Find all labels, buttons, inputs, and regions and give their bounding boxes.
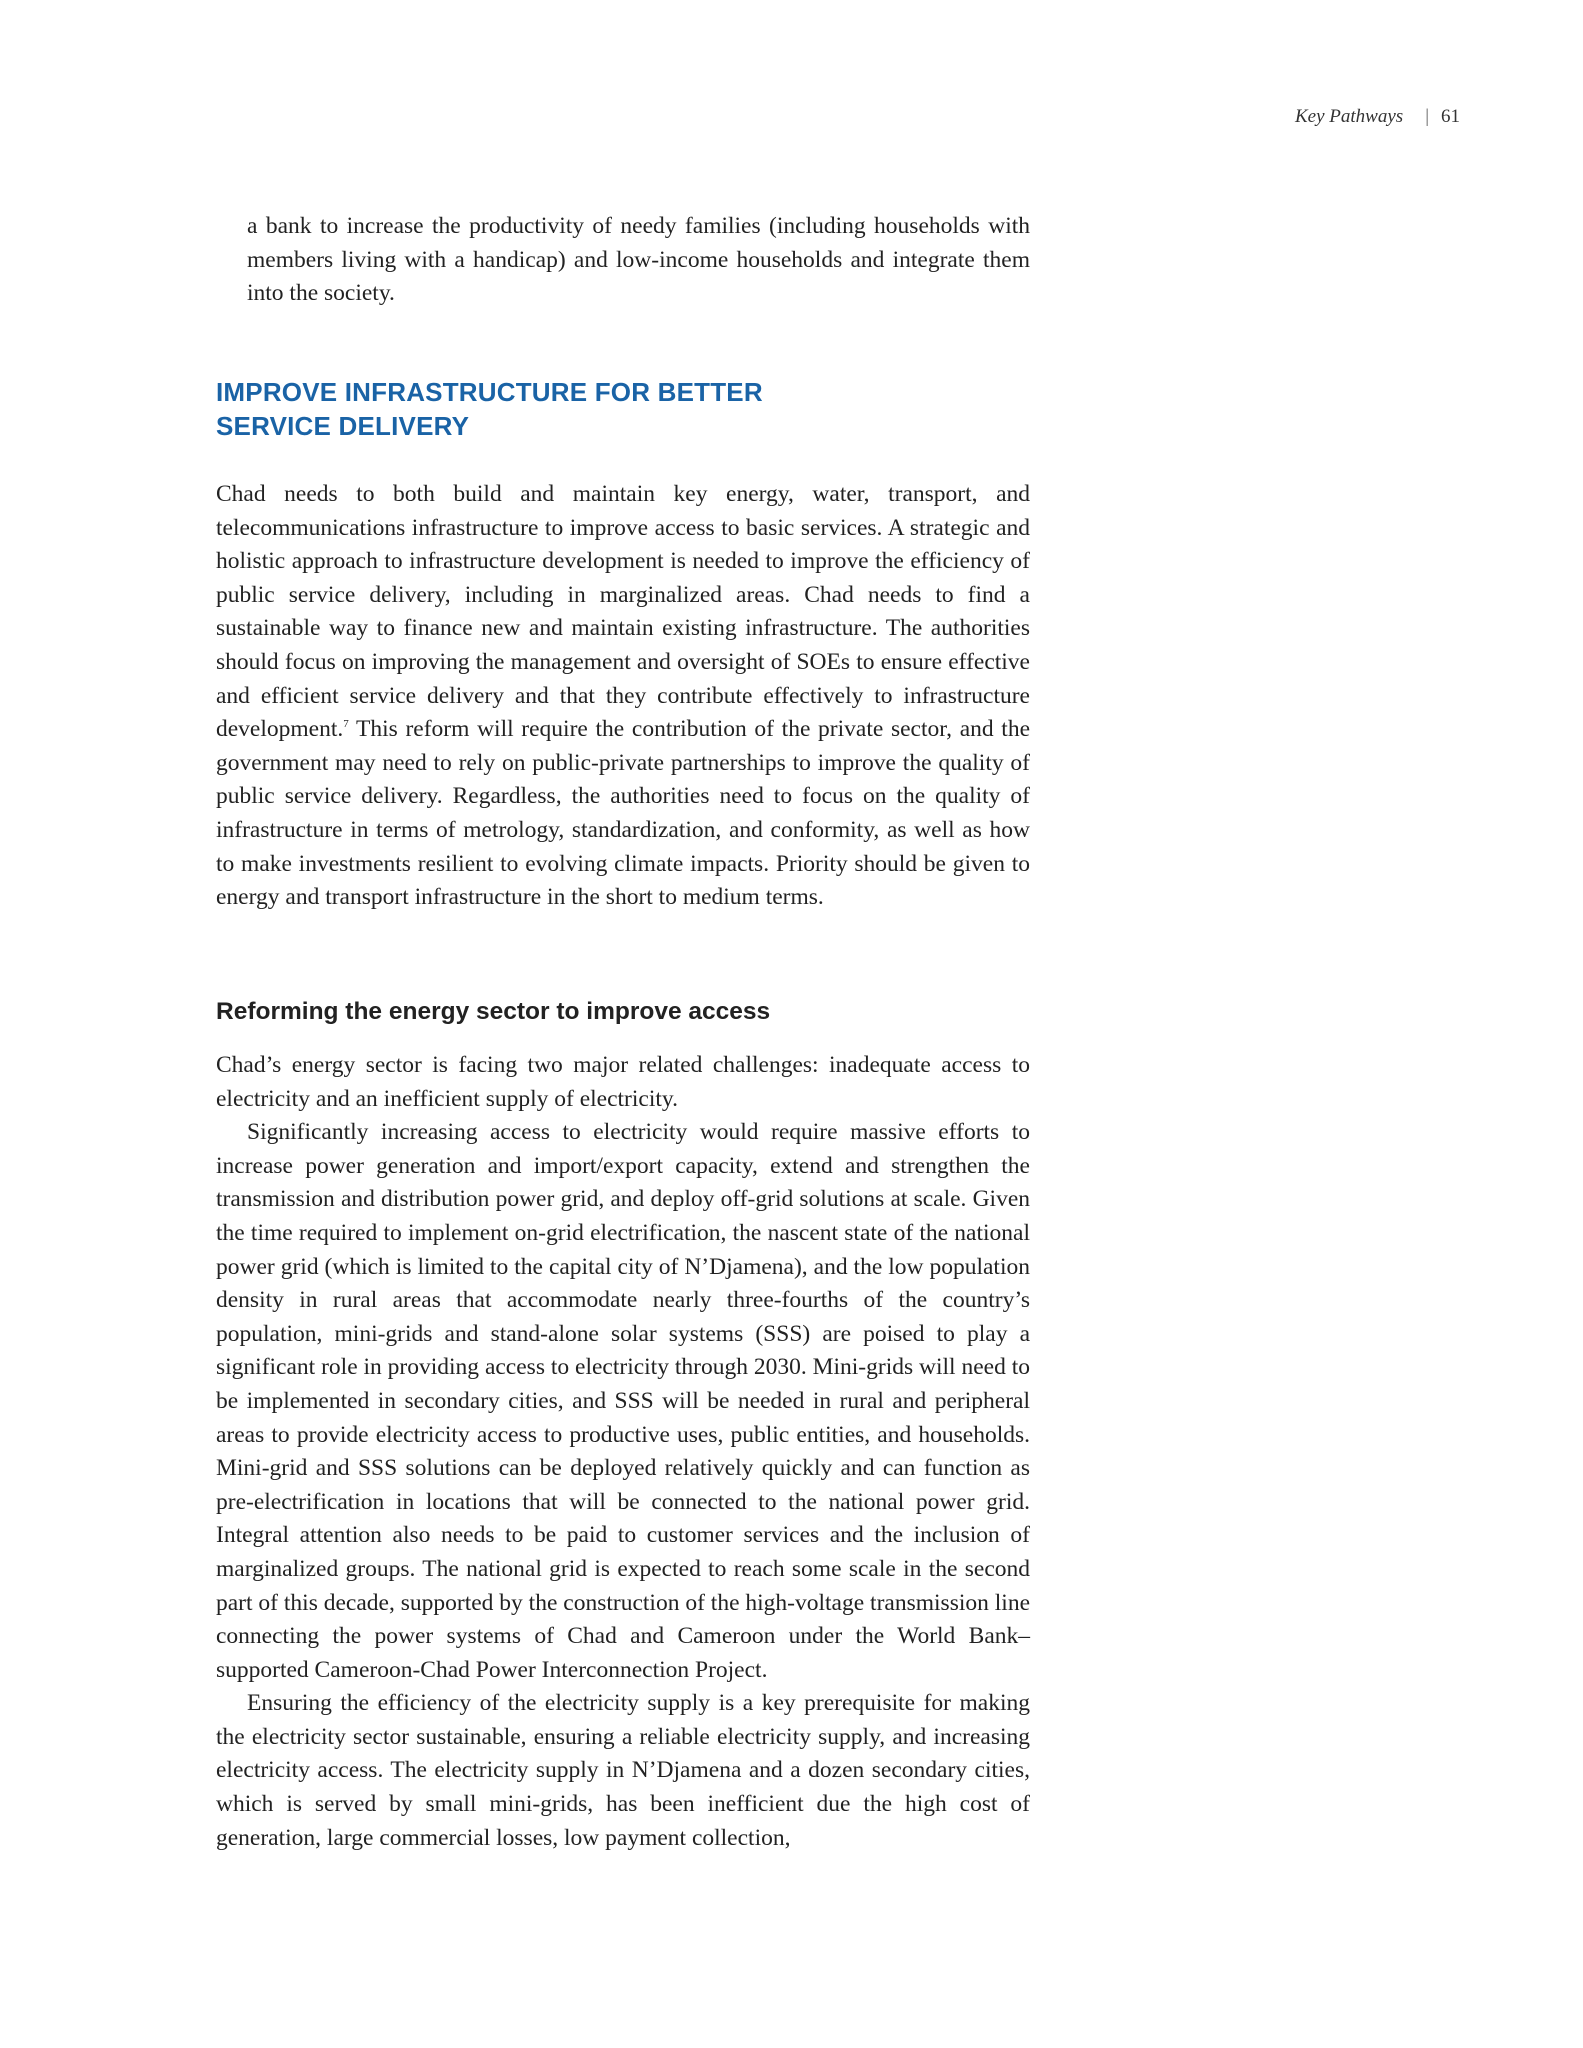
continuation-paragraph: a bank to increase the productivity of needy families (including households with members living with a handicap) and low-income households and integrate them into the society. — [247, 213, 1030, 307]
subsection-heading: Reforming the energy sector to improve access — [216, 998, 771, 1025]
page-number: 61 — [1441, 106, 1460, 127]
section-heading-line-2: SERVICE DELIVERY — [216, 411, 470, 441]
intro-paragraph — [216, 478, 1030, 915]
section-heading-line-1: IMPROVE INFRASTRUCTURE FOR BETTER — [216, 377, 763, 407]
intro-paragraph-continuation: This reform will require the contribution of the private sector, and the government may need to rely on public-private partnerships to improve the quality of public service delivery. Regardless, the authorities need to focus on the quality of infrastructure in terms of metrology, standardization, and conformity, as well as how to make investments resilient to evolving climate impacts. Priority should be given to energy and transport infrastructure in the short to medium terms. — [216, 716, 1030, 911]
section-heading — [216, 375, 1016, 443]
running-head-separator: | — [1425, 106, 1429, 127]
endnote-marker[interactable]: 7 — [343, 718, 349, 731]
energy-paragraph-1: Chad’s energy sector is facing two major related challenges: inadequate access to electricity and an inefficient supply of electricity. — [216, 1052, 1030, 1112]
energy-paragraph-2: Significantly increasing access to electricity would require massive efforts to increase power generation and import/export capacity, extend and strengthen the transmission and distribution power grid, and deploy off-grid solutions at scale. Given the time required to implement on-grid electrification, the nascent state of the national power grid (which is limited to the capital city of N’Djamena), and the low population density in rural areas that accommodate nearly three-fourths of the country’s population, mini-grids and stand-alone solar systems (SSS) are poised to play a significant role in providing access to electricity through 2030. Mini-grids will need to be implemented in secondary cities, and SSS will be needed in rural and peripheral areas to provide electricity access to productive uses, public entities, and households. Mini-grid and SSS solutions can be deployed relatively quickly and can function as pre-electrification in locations that will be connected to the national power grid. Integral attention also needs to be paid to customer services and the inclusion of marginalized groups. The national grid is expected to reach some scale in the second part of this decade, supported by the construction of the high-voltage transmission line connecting the power systems of Chad and Cameroon under the World Bank–supported Cameroon-Chad Power Interconnection Project. — [216, 1119, 1030, 1683]
intro-paragraph-text: Chad needs to both build and maintain key energy, water, transport, and telecommunications infrastructure to improve access to basic services. A strategic and holistic approach to infrastructure development is needed to improve the efficiency of public service delivery, including in marginalized areas. Chad needs to find a sustainable way to finance new and maintain existing infrastructure. The authorities should focus on improving the management and oversight of SOEs to ensure effective and efficient service delivery and that they contribute effectively to infrastructure development. — [216, 481, 1030, 743]
energy-section-body — [216, 1049, 1030, 1855]
energy-paragraph-3: Ensuring the efficiency of the electricity supply is a key prerequisite for making the electricity sector sustainable, ensuring a reliable electricity supply, and increasing electricity access. The electricity supply in N’Djamena and a dozen secondary cities, which is served by small mini-grids, has been inefficient due the high cost of generation, large commercial losses, low payment collection, — [216, 1690, 1030, 1851]
running-head — [1100, 106, 1460, 128]
running-head-section: Key Pathways — [1295, 106, 1404, 127]
